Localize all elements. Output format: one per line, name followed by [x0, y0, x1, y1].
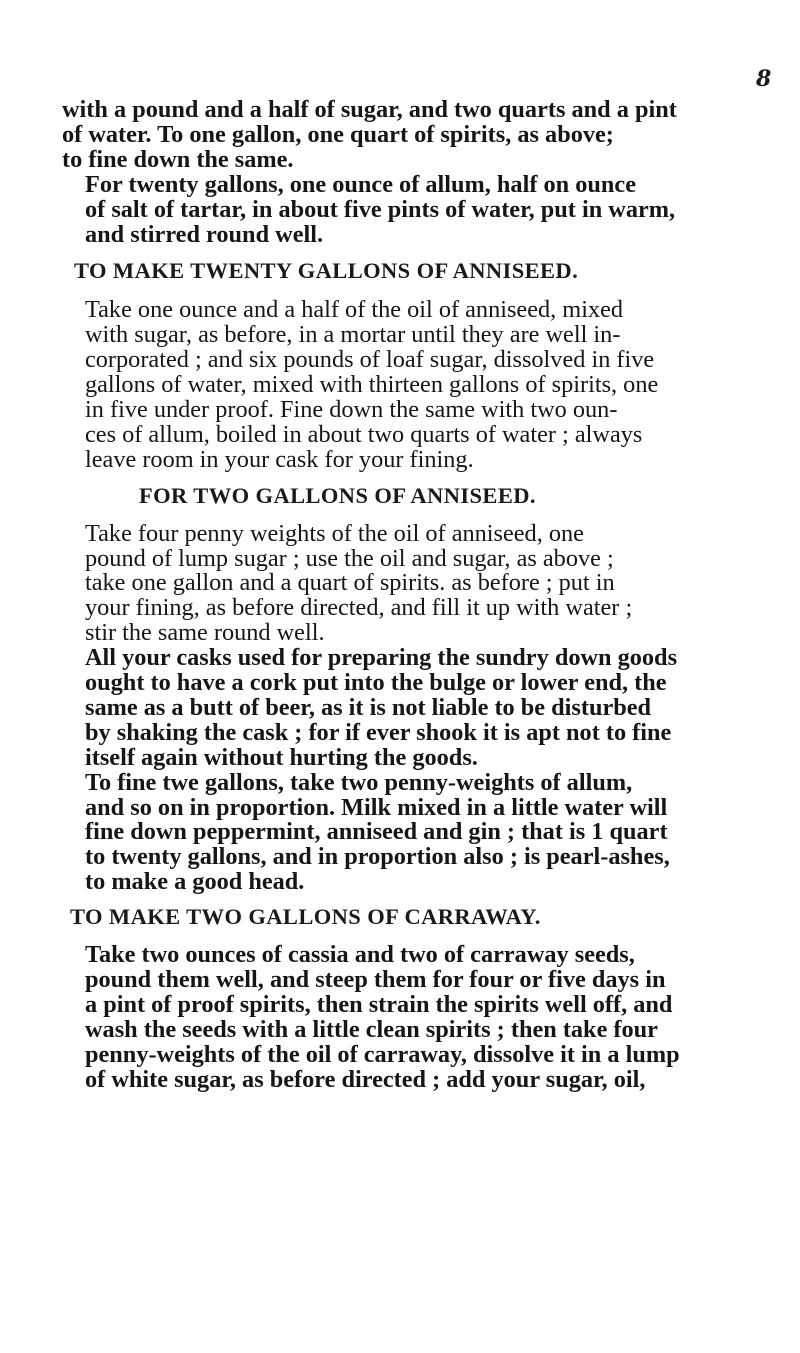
text-line: take one gallon and a quart of spirits. as before ; put in [85, 569, 615, 597]
text-line: with a pound and a half of sugar, and two quarts and a pint [62, 96, 677, 123]
page-body [62, 98, 770, 1093]
page-number: 8 [756, 66, 772, 92]
text-line: Take one ounce and a half of the oil of anniseed, mixed [85, 296, 624, 324]
text-line: penny-weights of the oil of carraway, dissolve it in a lump [85, 1040, 680, 1068]
text-line: Take four penny weights of the oil of anniseed, one [85, 519, 584, 547]
text-line: gallons of water, mixed with thirteen gallons of spirits, one [85, 371, 659, 399]
text-line: with sugar, as before, in a mortar until they are well in- [85, 321, 621, 349]
text-line: To fine twe gallons, take two penny-weights of allum, [85, 768, 633, 796]
section-heading-two-gallons-anniseed: FOR TWO GALLONS OF ANNISEED. [139, 482, 536, 508]
text-line: stir the same round well. [85, 619, 325, 647]
text-line: pound of lump sugar ; use the oil and sugar, as above ; [85, 544, 614, 572]
paragraph-twenty-gallons-fining [62, 170, 770, 248]
text-line: Take two ounces of cassia and two of carraway seeds, [85, 941, 635, 969]
section-heading-twenty-gallons-anniseed: TO MAKE TWENTY GALLONS OF ANNISEED. [74, 258, 579, 284]
text-line: wash the seeds with a little clean spirits ; then take four [85, 1015, 658, 1043]
text-line: pound them well, and steep them for four or five days in [85, 966, 666, 993]
text-line: same as a butt of beer, as it is not liable to be disturbed [85, 693, 652, 721]
paragraph-twenty-gallons-anniseed [62, 298, 770, 472]
text-line: a pint of proof spirits, then strain the spirits well off, and [85, 990, 673, 1018]
text-line: of water. To one gallon, one quart of spirits, as above; [62, 120, 614, 148]
text-line: itself again without hurting the goods. [85, 743, 478, 771]
text-line: and so on in proportion. Milk mixed in a little water will [85, 793, 668, 821]
text-line: and stirred round well. [85, 220, 324, 248]
text-line: your fining, as before directed, and fill it up with water ; [85, 594, 633, 622]
text-line: to twenty gallons, and in proportion also ; is pearl-ashes, [85, 843, 670, 871]
text-line: to make a good head. [85, 868, 305, 896]
text-line: to fine down the same. [62, 145, 294, 173]
text-line: leave room in your cask for your fining. [85, 445, 474, 473]
text-line: of salt of tartar, in about five pints of water, put in warm, [85, 195, 676, 223]
text-line: by shaking the cask ; for if ever shook it is apt not to fine [85, 718, 672, 746]
text-line: fine down peppermint, anniseed and gin ; that is 1 quart [85, 818, 668, 846]
text-line: corporated ; and six pounds of loaf sugar, dissolved in five [85, 346, 655, 374]
text-line: of white sugar, as before directed ; add your sugar, oil, [85, 1065, 646, 1093]
paragraph-casks [62, 646, 770, 771]
paragraph-two-gallons-anniseed [62, 519, 770, 647]
text-line: For twenty gallons, one ounce of allum, half on ounce [85, 170, 636, 198]
paragraph-sugar-water [62, 98, 770, 173]
text-line: All your casks used for preparing the sundry down goods [85, 644, 678, 672]
section-heading-two-gallons-carraway: TO MAKE TWO GALLONS OF CARRAWAY. [70, 904, 541, 930]
text-line: ought to have a cork put into the bulge or lower end, the [85, 669, 667, 697]
text-line: ces of allum, boiled in about two quarts of water ; always [85, 420, 643, 448]
paragraph-fining-proportion [62, 768, 770, 896]
paragraph-two-gallons-carraway [62, 943, 770, 1092]
text-line: in five under proof. Fine down the same with two oun- [85, 395, 618, 423]
